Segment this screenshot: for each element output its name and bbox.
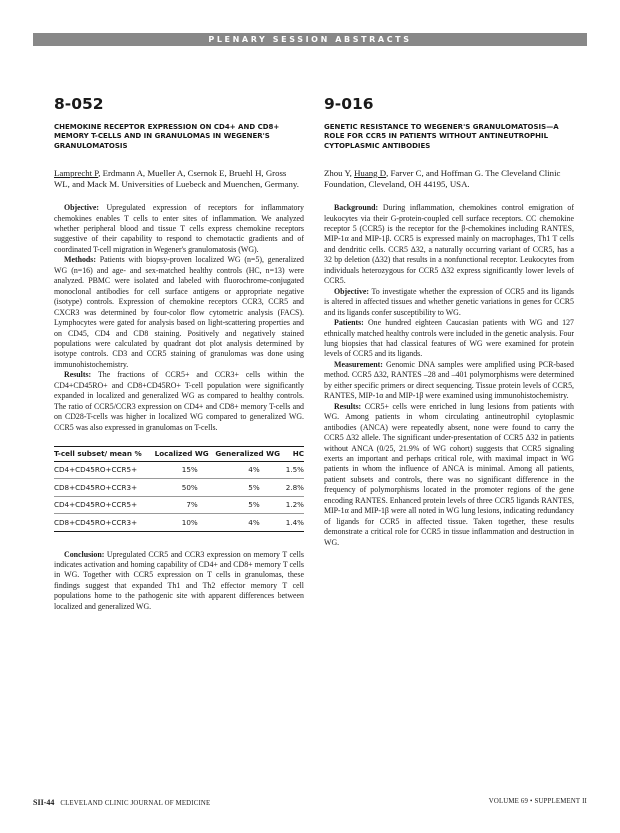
table-header: HC bbox=[284, 447, 304, 462]
table-row bbox=[54, 514, 304, 532]
table-header: Localized WG bbox=[152, 447, 212, 462]
journal-name: CLEVELAND CLINIC JOURNAL OF MEDICINE bbox=[60, 800, 211, 807]
conclusion-label: Conclusion: bbox=[64, 549, 105, 559]
table-cell: CD4+CD45RO+CCR5+ bbox=[54, 496, 152, 514]
table-cell: 5% bbox=[212, 479, 284, 497]
table-row bbox=[54, 496, 304, 514]
results-paragraph bbox=[54, 370, 304, 433]
author-list bbox=[324, 168, 574, 190]
conclusion-paragraph bbox=[54, 550, 304, 613]
table-header: Generalized WG bbox=[212, 447, 284, 462]
results-paragraph bbox=[324, 402, 574, 548]
patients-label: Patients: bbox=[334, 318, 364, 328]
table-cell: 50% bbox=[152, 479, 212, 497]
table-cell: CD8+CD45RO+CCR3+ bbox=[54, 479, 152, 497]
table-cell: CD4+CD45RO+CCR5+ bbox=[54, 461, 152, 479]
table-cell: 1.4% bbox=[284, 514, 304, 532]
abstract-title: GENETIC RESISTANCE TO WEGENER'S GRANULOMATOSIS—A ROLE FOR CCR5 IN PATIENTS WITHOUT ANTINEUTROPHIL CYTOPLASMIC ANTIBODIES bbox=[324, 123, 559, 150]
measurement-text: Genomic DNA samples were amplified using PCR-based method. CCR5 Δ32, RANTES –28 and –401 polymorphisms were determined by either specific primers or direct sequencing. Tissue protein levels of CCR5, RANTES, MIP-1α and MIP-1β were examined using immunohistochemistry. bbox=[324, 359, 574, 401]
section-banner: PLENARY SESSION ABSTRACTS bbox=[33, 33, 587, 46]
tcell-subset-table bbox=[54, 446, 304, 532]
methods-paragraph bbox=[54, 255, 304, 370]
objective-label: Objective: bbox=[334, 286, 370, 296]
objective-paragraph bbox=[54, 203, 304, 255]
table-cell: 1.2% bbox=[284, 496, 304, 514]
objective-label: Objective: bbox=[64, 203, 100, 213]
results-text: The fractions of CCR5+ and CCR3+ cells within the CD4+CD45RO+ and CD8+CD45RO+ T-cell population were significantly expanded in localized and generalized WG as compared to healthy controls. The ratio of CCR5/CCR3 expression on CD4+ and CD8+ memory T-cells and on CD28-T-cells was higher in localized WG compared to generalized WG. CCR5 was also expressed in granulomas on T-cells. bbox=[54, 370, 304, 432]
methods-text: Patients with biopsy-proven localized WG (n=5), generalized WG (n=16) and age- and sex-matched healthy controls (HC, n=13) were analyzed. PBMC were isolated and labeled with fluorochrome-conjugated monoclonal antibodies for cell surface antigens or appropriate negative (isotype) controls. Expression of chemokine receptors CCR3, CCR5 and CXCR3 was determined by four-color flow cytometric analysis (FACS). Lymphocytes were gated for analysis based on light-scattering properties and on CD45, CD4 and CD8 staining. Positively and negatively stained populations were calculated by quadrant dot plot analysis determined by isotype controls. CD3 and CCR5 staining of granulomas was done using immunohistochemistry. bbox=[54, 255, 304, 369]
footer-volume: VOLUME 69 • SUPPLEMENT II bbox=[488, 798, 587, 805]
page-number: SII-44 bbox=[33, 798, 55, 807]
measurement-label: Measurement: bbox=[334, 359, 383, 369]
results-label: Results: bbox=[334, 401, 362, 411]
objective-text: To investigate whether the expression of CCR5 and its ligands is altered in affected tissues and whether genetic variations in genes for CCR5 and its ligands confer susceptibility to WG. bbox=[324, 286, 574, 317]
table-cell: 5% bbox=[212, 496, 284, 514]
objective-paragraph bbox=[324, 287, 574, 318]
abstract-9-016 bbox=[324, 95, 574, 548]
results-label: Results: bbox=[64, 370, 92, 380]
table-cell: 4% bbox=[212, 514, 284, 532]
methods-label: Methods: bbox=[64, 255, 96, 265]
author-affiliation: , Erdmann A, Mueller A, Csernok E, Bruehl H, Gross WL, and Mack M. Universities of Luebeck and Muenchen, Germany. bbox=[54, 167, 299, 189]
table-header: T-cell subset/ mean % bbox=[54, 447, 152, 462]
table-row bbox=[54, 461, 304, 479]
background-paragraph bbox=[324, 203, 574, 287]
table-cell: CD8+CD45RO+CCR3+ bbox=[54, 514, 152, 532]
patients-paragraph bbox=[324, 318, 574, 360]
results-text: CCR5+ cells were enriched in lung lesions from patients with WG. Among patients in whom circulating antineutrophil cytoplasmic antibodies (ANCA) were repeatedly absent, none were found to carry the CCR5 Δ32 allele. The significant under-presentation of CCR5 Δ32 in patients without ANCA (0/25, 21.9% of WG cohort) suggests that CCR5 signaling exerts an important and perhaps critical role, with maximal impact in WG patients in whom the influence of ANCA is minimal. Among all patients, patient subsets and controls, there was no significant difference in the frequency of polymorphisms located in the promoter regions of the gene encoding RANTES. Enhanced protein levels of three CCR5 ligands RANTES, MIP-1α and MIP-1β were all noted in WG lung lesions, indicating redundancy of ligands for CCR5 in affected tissue. Taken together, these results demonstrate a critical role for CCR5 in tissue inflammation and destruction in WG. bbox=[324, 401, 574, 547]
abstract-title: CHEMOKINE RECEPTOR EXPRESSION ON CD4+ AND CD8+ MEMORY T-CELLS AND IN GRANULOMAS IN WEGENER'S GRANULOMATOSIS bbox=[54, 123, 280, 150]
measurement-paragraph bbox=[324, 360, 574, 402]
table-cell: 10% bbox=[152, 514, 212, 532]
background-text: During inflammation, chemokines control emigration of leukocytes via their G-protein-coupled cell surface receptors. CC chemokine receptor 5 (CCR5) is the receptor for the β-chemokines including RANTES, MIP-1α and MIP-1β. CCR5 is expressed mainly on macrophages, Th1 T cells and dendritic cells. CCR5 Δ32, a naturally occurring variant of CCR5, has a 32 bp deletion (Δ32) that results in a nonfunctional receptor. Leukocytes from individuals heterozygous for CCR5 Δ32 express significantly lower levels of CCR5. bbox=[324, 203, 574, 286]
table-cell: 4% bbox=[212, 461, 284, 479]
table-cell: 1.5% bbox=[284, 461, 304, 479]
author-list bbox=[54, 168, 304, 190]
patients-text: One hundred eighteen Caucasian patients with WG and 127 ethnically matched healthy controls were included in the genetic analysis. Four lung biopsies that had classical features of WG were examined for protein levels of CCR5 and its ligands. bbox=[324, 318, 574, 359]
table-cell: 2.8% bbox=[284, 479, 304, 497]
presenting-author: Lamprecht P bbox=[54, 167, 99, 178]
abstract-number: 8-052 bbox=[54, 95, 104, 113]
conclusion-text: Upregulated CCR5 and CCR3 expression on memory T cells indicates activation and homing capability of CD4+ and CD8+ memory T cells in WG. Together with CCR5 expression on T cells in granulomas, these findings suggest that expanded Th1 and Th2 effector memory T cell populations home to the pathogenic site with apparent differences between localized and generalized WG. bbox=[54, 549, 304, 611]
table-cell: 15% bbox=[152, 461, 212, 479]
objective-text: Upregulated expression of receptors for inflammatory chemokines enables T cells to enter sites of inflammation. We analyzed whether peripheral blood and tissue T cells express chemokine receptors suggestive of their capability to respond to chemotactic gradients and of coordinated T-cell migration in Wegener's granulomatosis (WG). bbox=[54, 203, 304, 254]
first-author: Zhou Y, bbox=[324, 167, 355, 178]
presenting-author: Huang D bbox=[354, 167, 387, 178]
table-cell: 7% bbox=[152, 496, 212, 514]
footer-journal bbox=[33, 798, 210, 807]
author-affiliation: , Farver C, and Hoffman G. The Cleveland Clinic Foundation, Cleveland, OH 44195, USA. bbox=[324, 167, 561, 189]
background-label: Background: bbox=[334, 203, 379, 213]
abstract-8-052 bbox=[54, 95, 304, 612]
abstract-number: 9-016 bbox=[324, 95, 374, 113]
table-row bbox=[54, 479, 304, 497]
